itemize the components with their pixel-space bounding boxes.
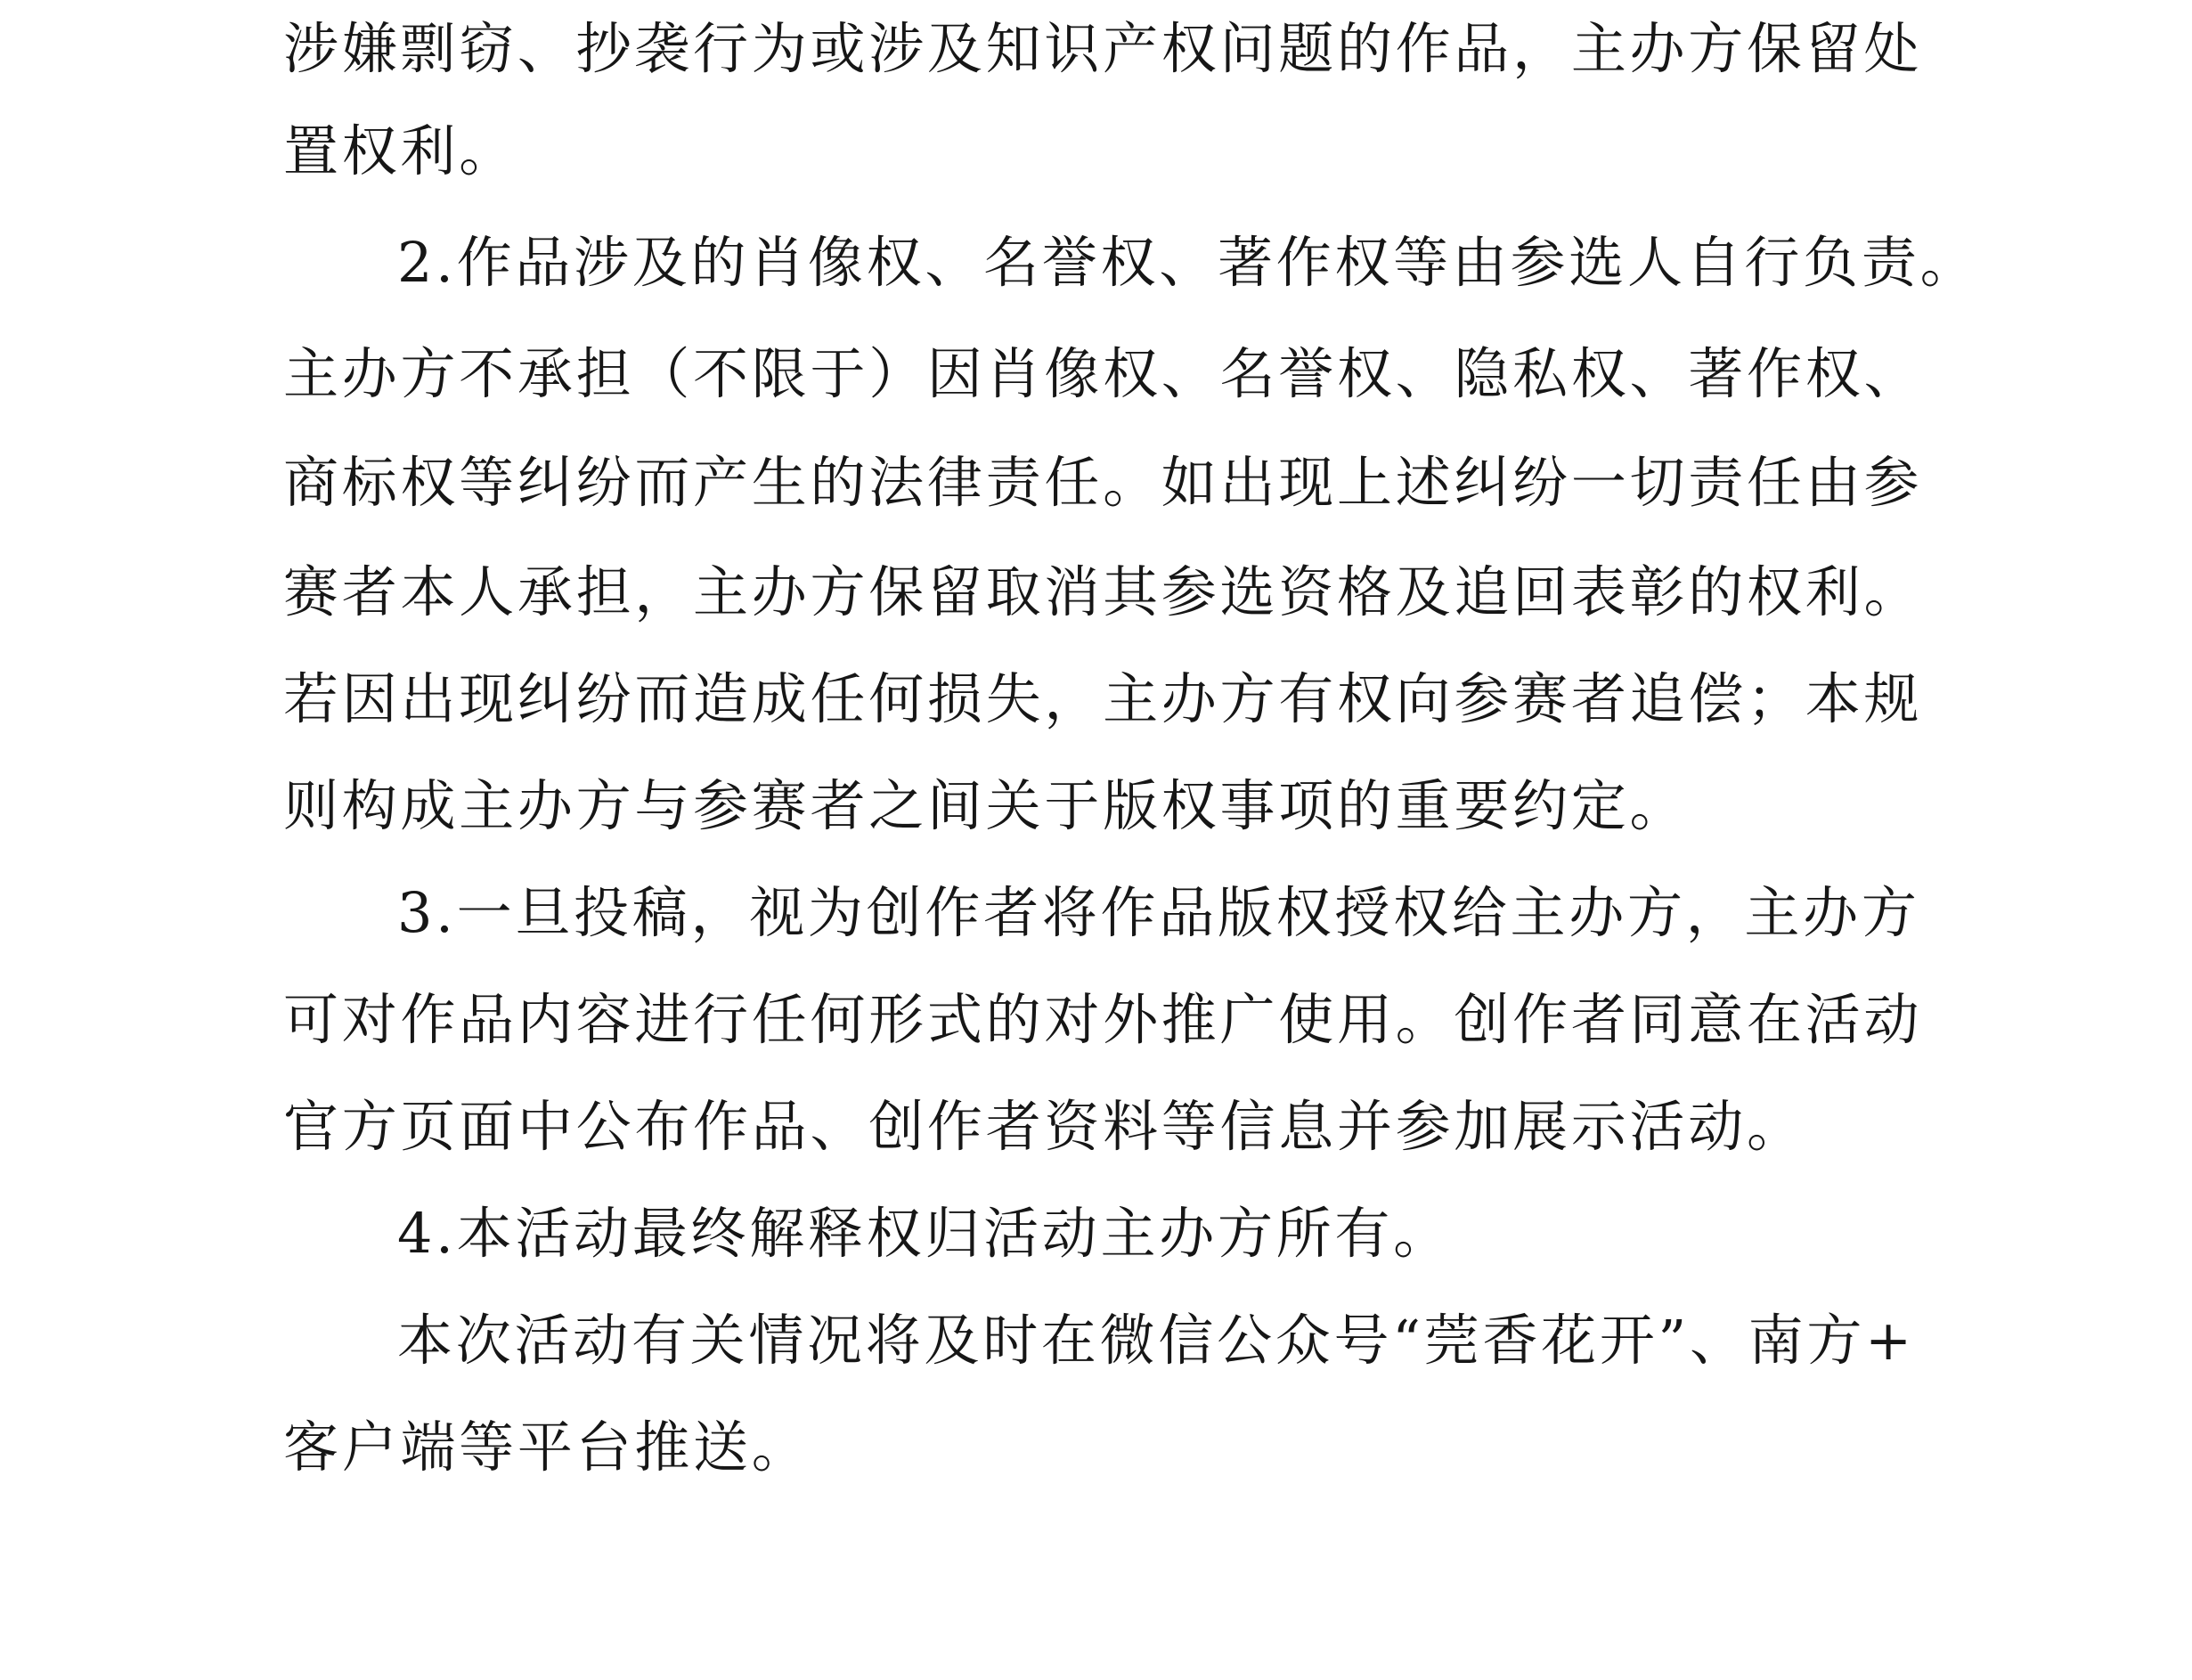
item-2-line-5: 若因出现纠纷而造成任何损失，主办方有权向参赛者追偿；本规 — [283, 666, 1923, 731]
paragraph-1-line-2: 置权利。 — [283, 118, 517, 183]
item-2-line-2: 主办方不承担（不限于）因肖像权、名誉权、隐私权、著作权、 — [283, 341, 1923, 406]
closing-line-1: 本次活动有关情况将及时在微信公众号“莞香花开”、南方+ — [397, 1308, 1915, 1373]
item-3-line-2: 可对作品内容进行任何形式的对外推广使用。创作者同意在活动 — [283, 987, 1923, 1052]
item-2-line-4: 赛者本人承担，主办方保留取消其参选资格及追回表彰的权利。 — [283, 559, 1923, 624]
item-2-line-6: 则构成主办方与参赛者之间关于版权事项的重要约定。 — [283, 773, 1689, 838]
item-3-line-3: 官方页面中公布作品、创作者资料等信息并参加展示活动。 — [283, 1094, 1805, 1159]
item-4-line-1: 4.本活动最终解释权归活动主办方所有。 — [397, 1201, 1452, 1266]
item-3-line-1: 3.一旦投稿，视为创作者将作品版权授权给主办方，主办方 — [397, 880, 1920, 945]
paragraph-1-line-1: 涉嫌剽窃、抄袭行为或涉及知识产权问题的作品，主办方保留处 — [283, 16, 1923, 81]
item-2-line-3: 商标权等纠纷而产生的法律责任。如出现上述纠纷一切责任由参 — [283, 450, 1923, 515]
closing-line-2: 客户端等平台推送。 — [283, 1415, 811, 1480]
item-2-line-1: 2.作品涉及的肖像权、名誉权、著作权等由参选人自行负责。 — [397, 230, 1979, 295]
